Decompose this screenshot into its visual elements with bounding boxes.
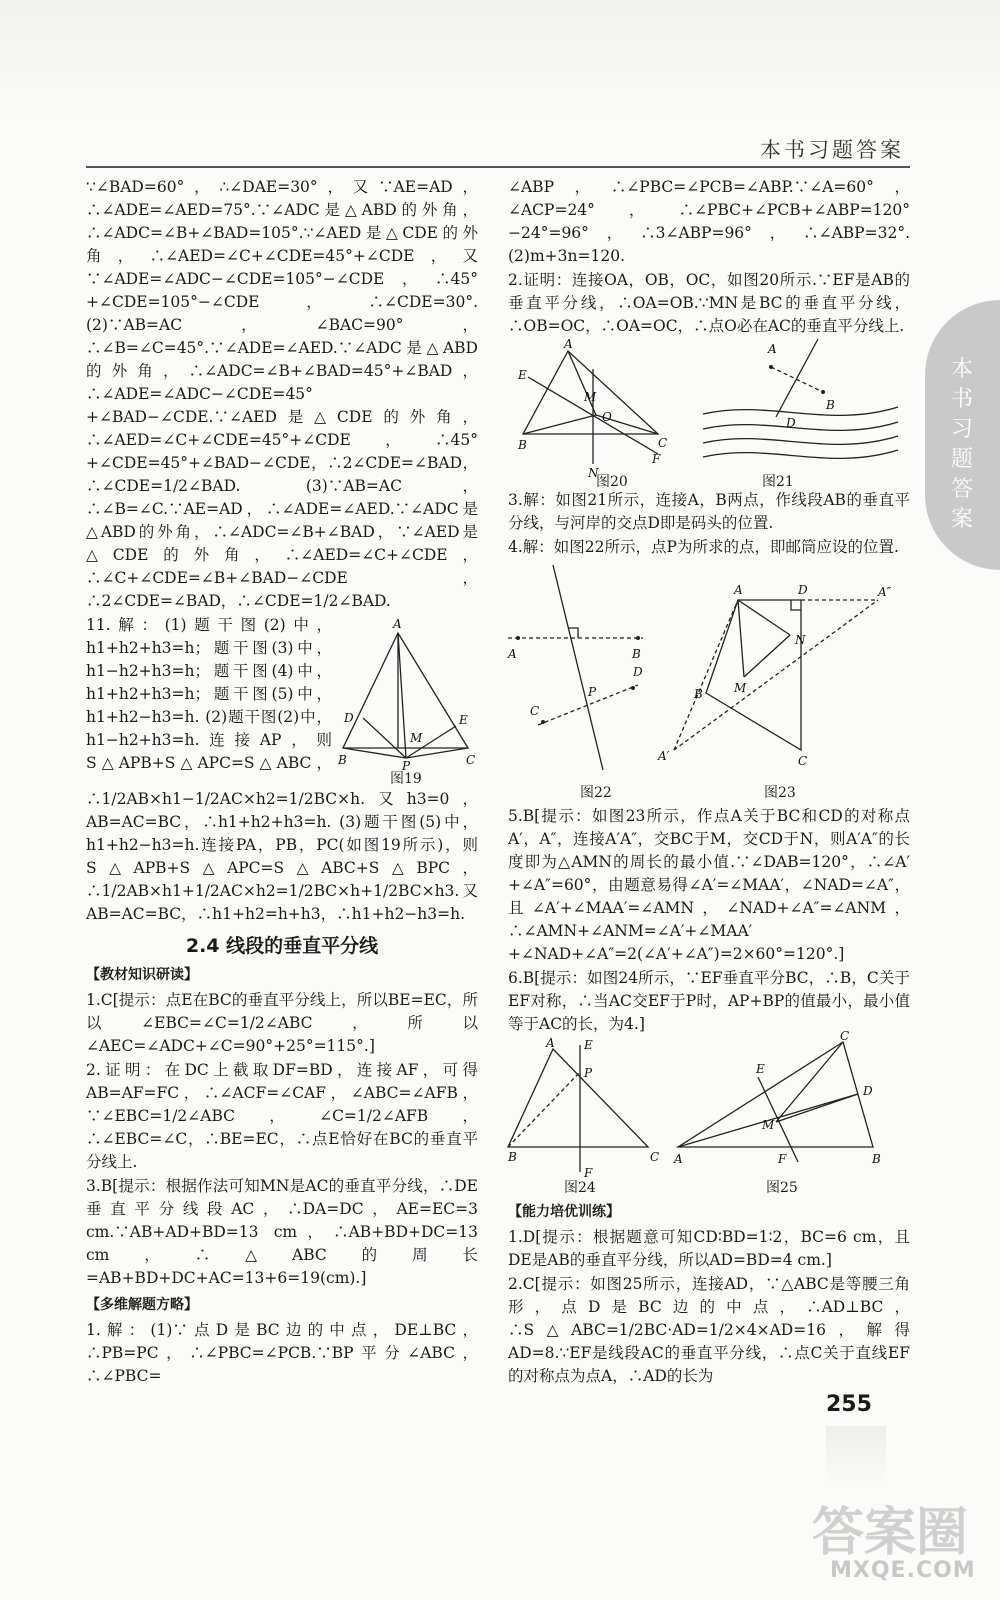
fig19-label-d: D [344,711,354,725]
fig21-label-b: B [826,398,835,412]
fig19-label-b: B [338,753,347,767]
fig22-caption: 图22 [580,785,612,801]
fig24-label-p: P [584,1066,593,1080]
fig23-label-b: B [694,687,703,701]
fig23-label-a: A [734,583,743,597]
fig19-label-p: P [402,759,411,773]
fig25-label-d: D [863,1084,873,1098]
fig24-label-e: E [584,1038,593,1052]
fig21-label-a: A [768,342,777,356]
answer-methods-2: 2.证明：连接OA，OB，OC，如图20所示.∵EF是AB的垂直平分线，∴OA=OB.∵MN是BC的垂直平分线，∴OB=OC，∴OA=OC，∴点O必在AC的垂直平分线上. [508,271,910,335]
answer-ability-1: 1.D[提示：根据题意可知CD∶BD=1∶2，BC=6 cm，且DE是AB的垂直平分线，所以AD=BD=4 cm.] [508,1228,910,1269]
header-rule [86,166,910,168]
side-tab [925,300,1000,570]
figure-22-drawing [508,560,908,780]
section-title: 2.4 线段的垂直平分线 [185,935,379,957]
fig23-label-d: D [798,583,808,597]
fig20-label-o: O [602,410,612,424]
fig20-label-m: M [584,390,597,404]
fig23-label-m: M [734,681,747,695]
answer-2-4-3: 3.B[提示：根据作法可知MN是AC的垂直平分线，∴DE垂直平分线段AC，∴DA=DC，AE=EC=3 cm.∵AB+AD+BD=13 cm，∴AB+BD+DC=13 cm，∴△ABC的周长=AB+BD+DC+AC=13+6=19(cm).] [86,1177,478,1287]
page-number: 255 [826,1392,872,1417]
fig25-label-a: A [674,1152,683,1166]
answer-methods-5: 5.B[提示：如图23所示，作点A关于BC和CD的对称点A′，A″，连接A′A″，交BC于M，交CD于N，则A′A″的长度即为△AMN的周长的最小值.∵∠DAB=120°，∴∠A′+∠A″=60°，由题意易得∠A′=∠MAA′，∠NAD=∠A″，且∠A′+∠MAA′=∠AMN，∠NAD+∠A″=∠ANM，∴∠AMN+∠ANM=∠A′+∠MAA′+∠NAD+∠A″=2(∠A′+∠A″)=2×60°=120°.] [508,807,910,963]
watermark-site: MXQE.COM [830,1558,976,1583]
fig20-label-n: N [588,466,599,480]
figure-23-drawing [674,600,878,750]
section-label-ability: 【能力培优训练】 [508,1204,620,1220]
answer-methods-4: 4.解：如图22所示，点P为所求的点，即邮筒应设的位置. [508,538,899,556]
fig23-label-a2: A″ [878,585,892,599]
fig24-label-a: A [546,1036,555,1050]
right-column [508,176,910,1389]
side-tab-label: 本书习题答案 [950,357,973,532]
fig22-label-b: B [632,647,641,661]
answer-10-continued: ∵∠BAD=60°，∴∠DAE=30°，又∵AE=AD，∴∠ADE=∠AED=75°.∵∠ADC是△ABD的外角，∴∠ADC=∠B+∠BAD=105°.∵∠AED是△CDE的外角，∴∠AED=∠C+∠CDE=45°+∠CDE，又∵∠ADE=∠ADC−∠CDE=105°−∠CDE，∴45°+∠CDE=105°−∠CDE，∴∠CDE=30°. (2)∵AB=AC，∠BAC=90°，∴∠B=∠C=45°.∵∠ADE=∠AED.∵∠ADC是△ABD的外角，∴∠ADC=∠B+∠BAD=45°+∠BAD，∴∠ADE=∠ADC−∠CDE=45°+∠BAD−∠CDE.∵∠AED是△CDE的外角，∴∠AED=∠C+∠CDE=45°+∠CDE，∴45°+∠CDE=45°+∠BAD−∠CDE，∴2∠CDE=∠BAD，∴∠CDE=1/2∠BAD. (3)∵AB=AC，∴∠B=∠C.∵AE=AD，∴∠ADE=∠AED.∵∠ADC是△ABD的外角，∴∠ADC=∠B+∠BAD，∵∠AED是△CDE的外角，∴∠AED=∠C+∠CDE，∴∠C+∠CDE=∠B+∠BAD−∠CDE，∴2∠CDE=∠BAD，∴∠CDE=1/2∠BAD. [86,178,478,610]
header-title: 本书习题答案 [760,138,904,162]
fig24-label-b: B [508,1150,517,1164]
fig19-label-a: A [393,617,402,631]
section-label-textbook: 【教材知识研读】 [86,967,198,983]
answer-11: 11.解：(1)题干图(2)中，h1+h2+h3=h；题干图(3)中，h1−h2+h3=h；题干图(4)中，h1+h2+h3=h；题干图(5)中，h1+h2−h3=h. (2)题干图(2)中，h1−h2+h3=h.连接AP，则S△APB+S△APC=S△ABC，∴1/2AB×h1−1/2AC×h2=1/2BC×h.又h3=0，AB=AC=BC，∴h1+h2+h3=h. (3)题干图(5)中，h1+h2−h3=h.连接PA，PB，PC(如图19所示)，则S△APB+S△APC=S△ABC+S△BPC，∴1/2AB×h1+1/2AC×h2=1/2BC×h+1/2BC×h3.又AB=AC=BC，∴h1+h2=h+h3，∴h1+h2−h3=h. [86,616,478,923]
fig23-caption: 图23 [764,785,796,801]
fig19-caption: 图19 [390,771,422,787]
fig20-label-f: F [652,452,661,466]
fig25-label-b: B [872,1152,881,1166]
answer-methods-6: 6.B[提示：如图24所示，∵EF垂直平分BC，∴B，C关于EF对称，∴当AC交EF于P时，AP+BP的值最小，最小值等于AC的长，为4.] [508,969,910,1033]
figure-19 [338,618,478,788]
left-column [86,176,478,1389]
fig22-label-p: P [588,685,597,699]
answer-2-4-1: 1.C[提示：点E在BC的垂直平分线上，所以BE=EC，所以∠EBC=∠C=1/2∠ABC，所以∠AEC=∠ADC+∠C=90°+25°=115°.] [86,991,478,1055]
fig25-caption: 图25 [766,1180,798,1196]
fig22-label-c: C [530,704,540,718]
fig23-label-a1: A′ [658,749,670,763]
fig24-caption: 图24 [564,1180,596,1196]
figure-25-drawing [678,1042,873,1162]
fig20-caption: 图20 [596,474,628,490]
answer-methods-1: 1.解：(1)∵点D是BC边的中点，DE⊥BC，∴PB=PC，∴∠PBC=∠PCB.∵BP平分∠ABC，∴∠PBC= [86,1321,478,1385]
fig19-label-m: M [410,731,423,745]
fig25-label-c: C [840,1029,850,1043]
watermark-logo: 答案圈 [812,1503,969,1563]
fig24-label-f: F [584,1166,593,1180]
figures-22-23 [508,560,910,805]
fig20-label-e: E [518,368,527,382]
answer-methods-1-continued: ∠ABP，∴∠PBC=∠PCB=∠ABP.∵∠A=60°，∠ACP=24°，∴∠PBC+∠PCB+∠ABP=120°−24°=96°，∴3∠ABP=96°，∴∠ABP=32°. (2)m+3n=120. [508,178,910,265]
fig20-label-b: B [518,438,527,452]
fig25-label-f: F [778,1152,787,1166]
fig25-label-m: M [762,1118,775,1132]
figure-21-drawing [703,339,898,458]
fig22-label-d: D [633,665,643,679]
page-number-shadow [826,1426,886,1486]
answer-methods-3: 3.解：如图21所示，连接A，B两点，作线段AB的垂直平分线，与河岸的交点D即是码头的位置. [508,491,910,532]
fig21-caption: 图21 [762,474,794,490]
figure-19-drawing [338,617,478,773]
fig21-label-d: D [786,416,796,430]
figure-24-drawing [508,1029,908,1180]
fig20-label-a: A [564,337,573,351]
answer-ability-2: 2.C[提示：如图25所示，连接AD，∵△ABC是等腰三角形，点D是BC边的中点，∴AD⊥BC，∴S△ABC=1/2BC·AD=1/2×4×AD=16，解得AD=8.∵EF是线段AC的垂直平分线，∴点C关于直线EF的对称点为点A，∴AD的长为 [508,1275,910,1385]
answer-2-4-2: 2.证明：在DC上截取DF=BD，连接AF，可得AB=AF=FC，∴∠ACF=∠CAF，∠ABC=∠AFB，∵∠EBC=1/2∠ABC，∠C=1/2∠AFB，∴∠EBC=∠C，∴BE=EC，∴点E恰好在BC的垂直平分线上. [86,1061,478,1171]
fig23-label-n: N [795,633,806,647]
fig23-label-c: C [798,754,808,768]
figure-20-drawing [508,337,908,480]
figures-24-25 [508,1029,910,1197]
fig25-label-e: E [756,1062,765,1076]
fig22-label-a: A [508,647,517,661]
section-label-methods: 【多维解题方略】 [86,1297,198,1313]
fig19-label-c: C [466,753,476,767]
fig19-label-e: E [459,713,468,727]
figures-20-21 [508,339,910,489]
page-top-band [0,0,1000,120]
fig20-label-c: C [658,436,668,450]
fig24-label-c: C [650,1150,660,1164]
